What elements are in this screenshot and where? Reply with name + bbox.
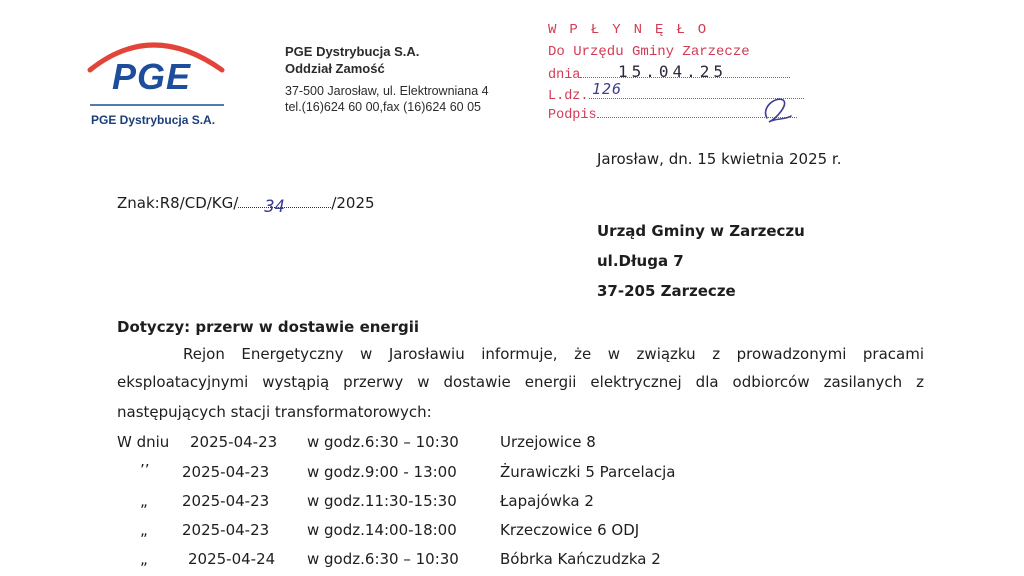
outage-date: 2025-04-24 [188, 550, 276, 568]
subject: Dotyczy: przerw w dostawie energii [117, 318, 420, 336]
recipient-street: ul.Długa 7 [597, 252, 684, 270]
stamp-office: Do Urzędu Gminy Zarzecze [548, 44, 750, 60]
body-line-1: Rejon Energetyczny w Jarosławiu informuje, że w związku z prowadzonymi pracami [183, 345, 924, 363]
stamp-ref-value: 126 [592, 80, 623, 98]
reference-number: 34 [264, 197, 285, 217]
logo-subtitle: PGE Dystrybucja S.A. [91, 113, 216, 127]
stamp-date-label: dnia [548, 68, 581, 83]
outage-prefix: ’’ [140, 461, 150, 479]
place-date: Jarosław, dn. 15 kwietnia 2025 r. [597, 150, 842, 168]
outage-station: Urzejowice 8 [500, 433, 596, 451]
body-line-3: następujących stacji transformatorowych: [117, 403, 432, 421]
reference-prefix: Znak:R8/CD/KG/ [117, 194, 239, 212]
outage-prefix: „ [140, 521, 148, 539]
company-name: PGE Dystrybucja S.A. [285, 44, 420, 59]
reference-number-field [238, 197, 331, 217]
outage-date: 2025-04-23 [182, 463, 270, 481]
outage-prefix: „ [140, 550, 148, 568]
outage-station: Żurawiczki 5 Parcelacja [500, 463, 676, 481]
outage-station: Krzeczowice 6 ODJ [500, 521, 640, 539]
recipient-name: Urząd Gminy w Zarzeczu [597, 222, 805, 240]
pge-logo [84, 30, 234, 130]
outage-station: Bóbrka Kańczudzka 2 [500, 550, 661, 568]
company-phone: tel.(16)624 60 00,fax (16)624 60 05 [285, 100, 481, 114]
outage-prefix: W dniu [117, 433, 170, 451]
outage-hours: w godz.9:00 - 13:00 [307, 463, 457, 481]
reference-suffix: /2025 [331, 194, 375, 212]
outage-hours: w godz.11:30-15:30 [307, 492, 457, 510]
recipient-city: 37-205 Zarzecze [597, 282, 736, 300]
outage-date: 2025-04-23 [182, 492, 270, 510]
body-line-2: eksploatacyjnymi wystąpią przerwy w dostawie energii elektrycznej dla odbiorców zasilanych z [117, 373, 924, 391]
outage-hours: w godz.14:00-18:00 [307, 521, 457, 539]
logo-wordmark: PGE [112, 56, 192, 97]
outage-date: 2025-04-23 [190, 433, 278, 451]
stamp-date-value: 15.04.25 [618, 62, 728, 81]
stamp-sign-label: Podpis [548, 108, 597, 123]
stamp-title: WPŁYNĘŁO [548, 22, 720, 38]
stamp-ref-label: L.dz. [548, 89, 589, 104]
handwritten-signature [755, 88, 795, 128]
outage-hours: w godz.6:30 – 10:30 [307, 433, 459, 451]
outage-date: 2025-04-23 [182, 521, 270, 539]
company-address: 37-500 Jarosław, ul. Elektrowniana 4 [285, 84, 489, 98]
reference-line [117, 194, 375, 217]
company-branch: Oddział Zamość [285, 61, 385, 76]
outage-station: Łapajówka 2 [500, 492, 594, 510]
outage-hours: w godz.6:30 – 10:30 [307, 550, 459, 568]
outage-prefix: „ [140, 492, 148, 510]
